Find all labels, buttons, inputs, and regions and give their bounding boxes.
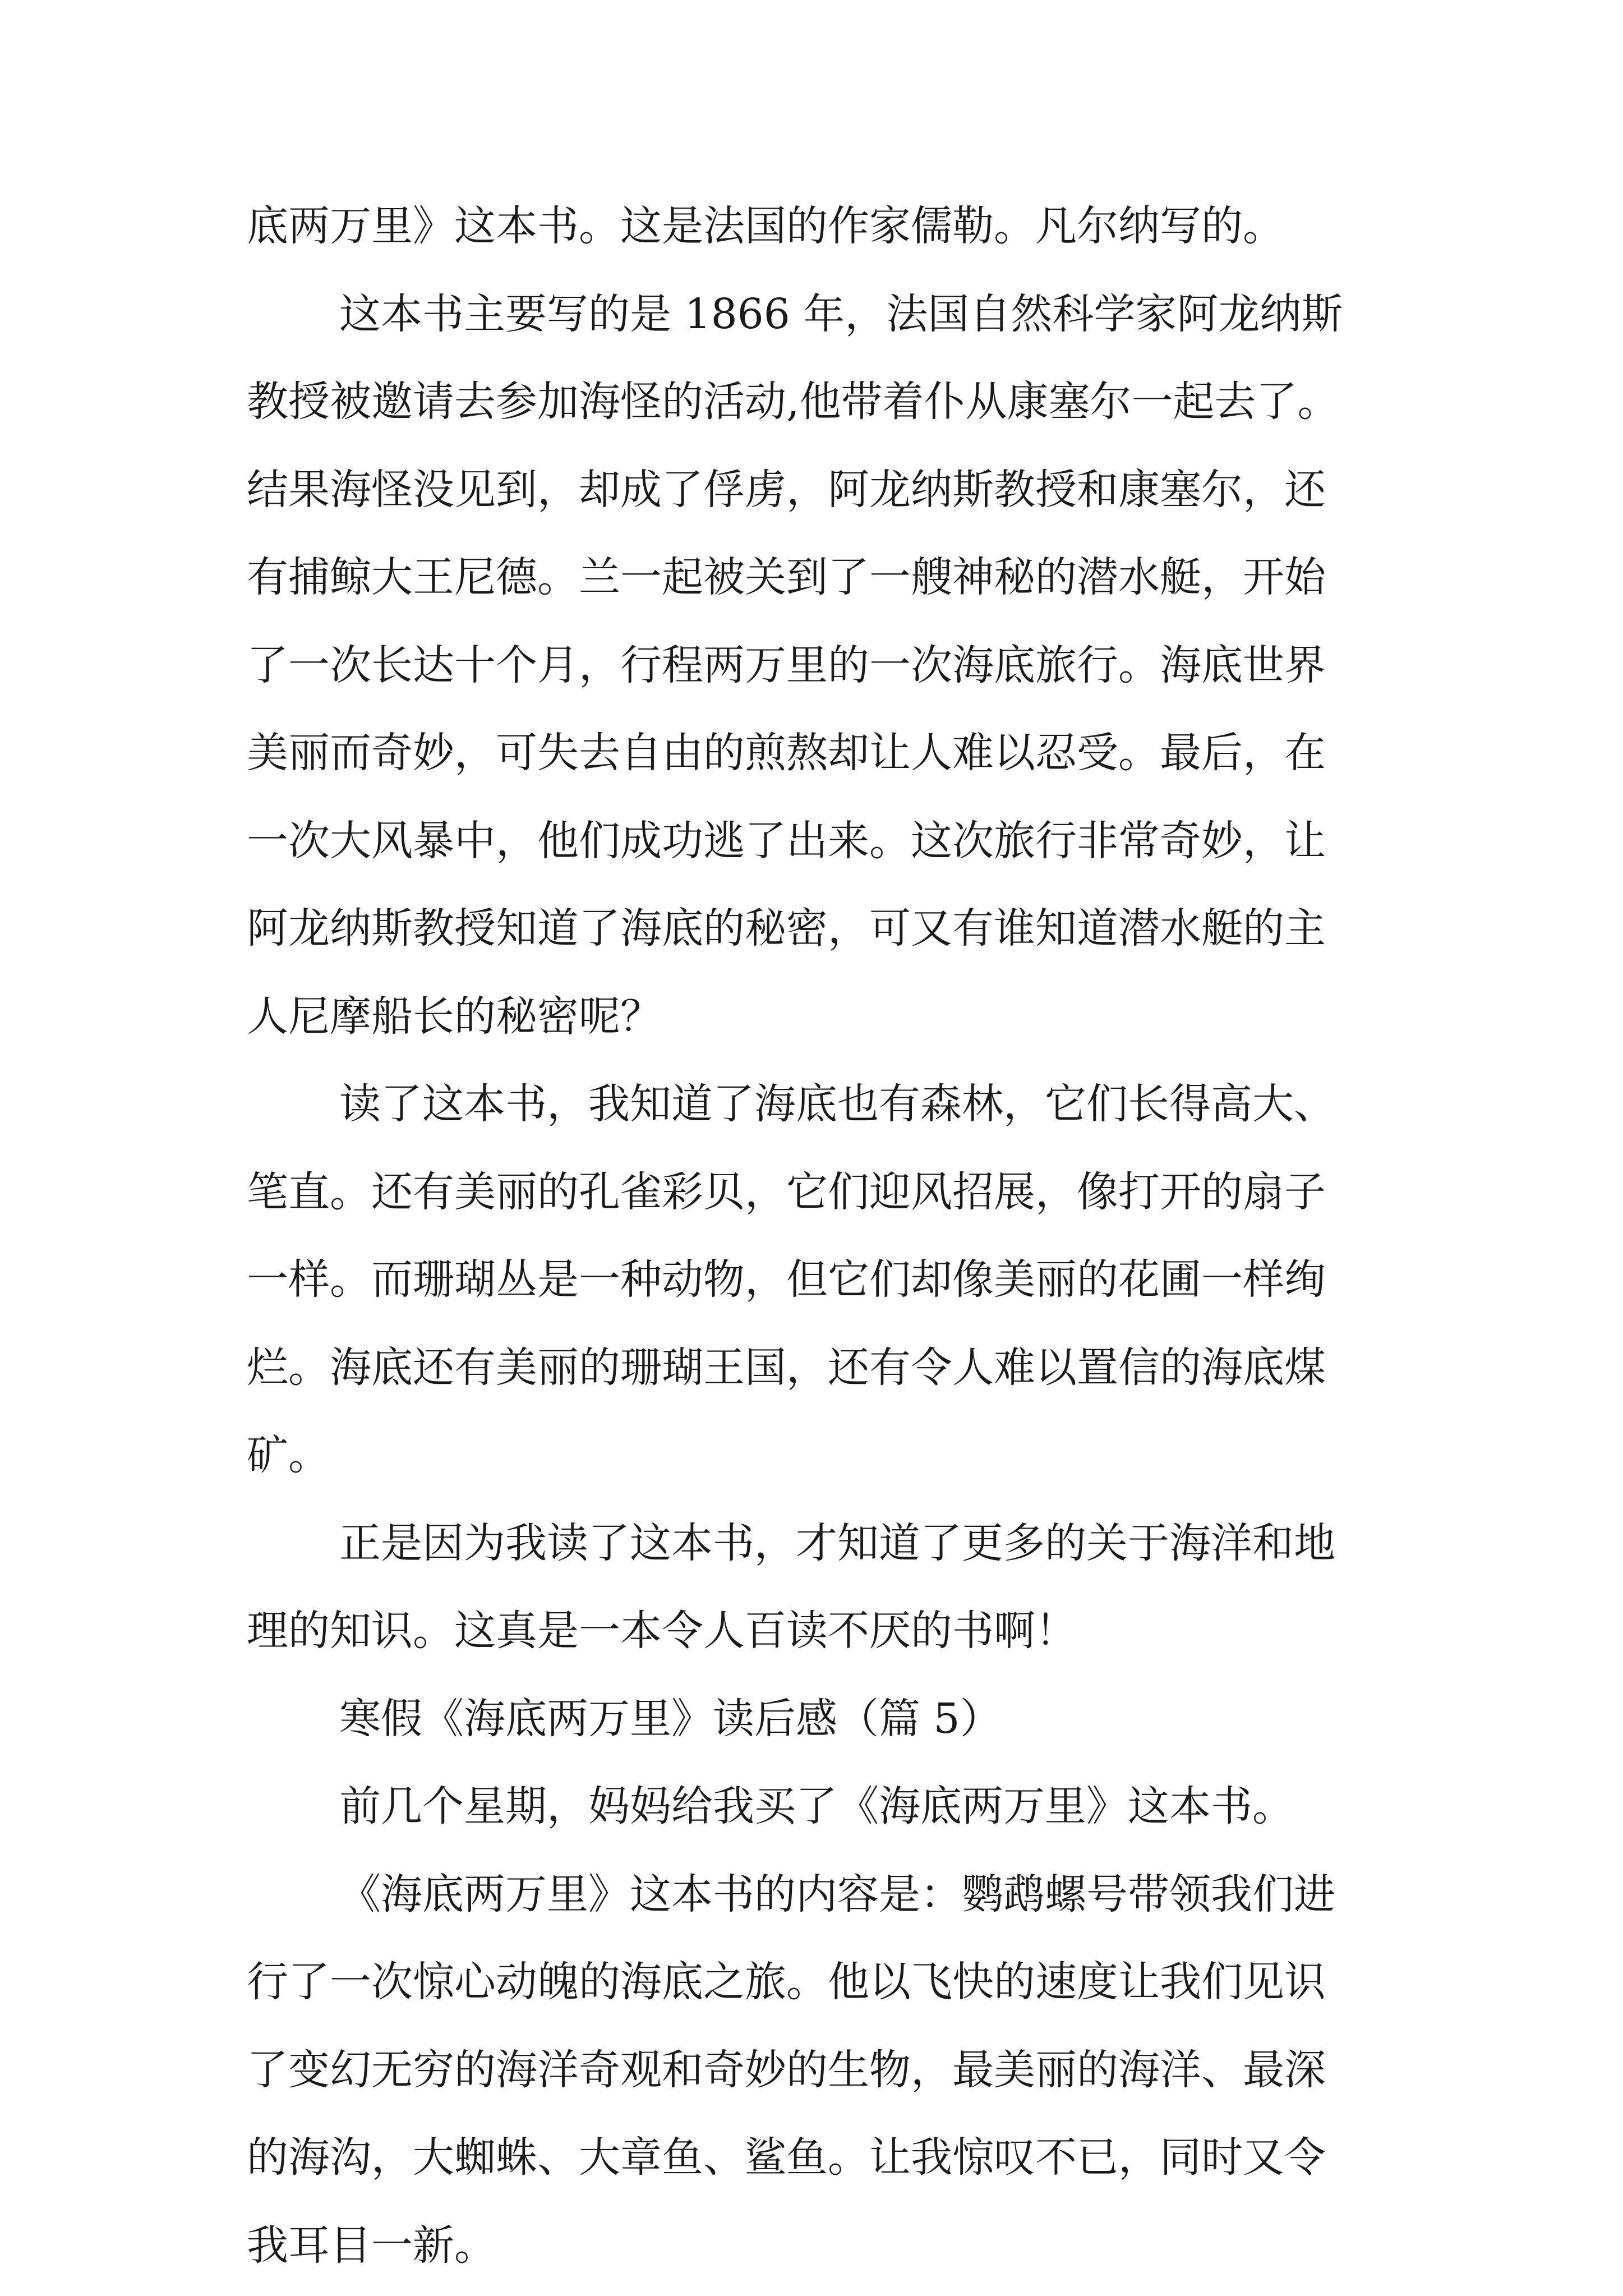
- text-line: 了一次长达十个月，行程两万里的一次海底旅行。海底世界: [247, 641, 1326, 689]
- text-line: 我耳目一新。: [247, 2221, 496, 2270]
- text-line: 理的知识。这真是一本令人百读不厌的书啊！: [247, 1607, 1077, 1655]
- text-line: 正是因为我读了这本书，才知道了更多的关于海洋和地: [339, 1519, 1335, 1567]
- text-line: 人尼摩船长的秘密呢？: [247, 992, 662, 1041]
- body-text: [247, 182, 1441, 2289]
- text-line: 读了这本书，我知道了海底也有森林，它们长得高大、: [339, 1080, 1335, 1128]
- text-line: 一次大风暴中，他们成功逃了出来。这次旅行非常奇妙，让: [247, 816, 1326, 865]
- text-line: 矿。: [247, 1431, 330, 1479]
- text-line: 烂。海底还有美丽的珊瑚王国，还有令人难以置信的海底煤: [247, 1343, 1326, 1392]
- text-line: 底两万里》这本书。这是法国的作家儒勒。凡尔纳写的。: [247, 202, 1284, 250]
- text-line: 了变幻无穷的海洋奇观和奇妙的生物，最美丽的海洋、最深: [247, 2045, 1326, 2094]
- text-line: 美丽而奇妙，可失去自由的煎熬却让人难以忍受。最后，在: [247, 729, 1326, 777]
- text-line: 这本书主要写的是 1866 年，法国自然科学家阿龙纳斯: [339, 289, 1343, 338]
- text-line: 教授被邀请去参加海怪的活动,他带着仆从康塞尔一起去了。: [247, 378, 1339, 426]
- text-line: 一样。而珊瑚丛是一种动物，但它们却像美丽的花圃一样绚: [247, 1255, 1326, 1304]
- section-heading: 寒假《海底两万里》读后感（篇 5）: [339, 1694, 1002, 1743]
- text-line: 《海底两万里》这本书的内容是：鹦鹉螺号带领我们进: [339, 1870, 1335, 1918]
- text-line: 笔直。还有美丽的孔雀彩贝，它们迎风招展，像打开的扇子: [247, 1167, 1326, 1216]
- text-line: 前几个星期，妈妈给我买了《海底两万里》这本书。: [339, 1782, 1294, 1830]
- text-line: 有捕鲸大王尼德。兰一起被关到了一艘神秘的潜水艇，开始: [247, 553, 1326, 601]
- text-line: 行了一次惊心动魄的海底之旅。他以飞快的速度让我们见识: [247, 1958, 1326, 2006]
- text-line: 阿龙纳斯教授知道了海底的秘密，可又有谁知道潜水艇的主: [247, 904, 1326, 953]
- text-line: 的海沟，大蜘蛛、大章鱼、鲨鱼。让我惊叹不已，同时又令: [247, 2133, 1326, 2182]
- text-line: 结果海怪没见到，却成了俘虏，阿龙纳斯教授和康塞尔，还: [247, 465, 1326, 514]
